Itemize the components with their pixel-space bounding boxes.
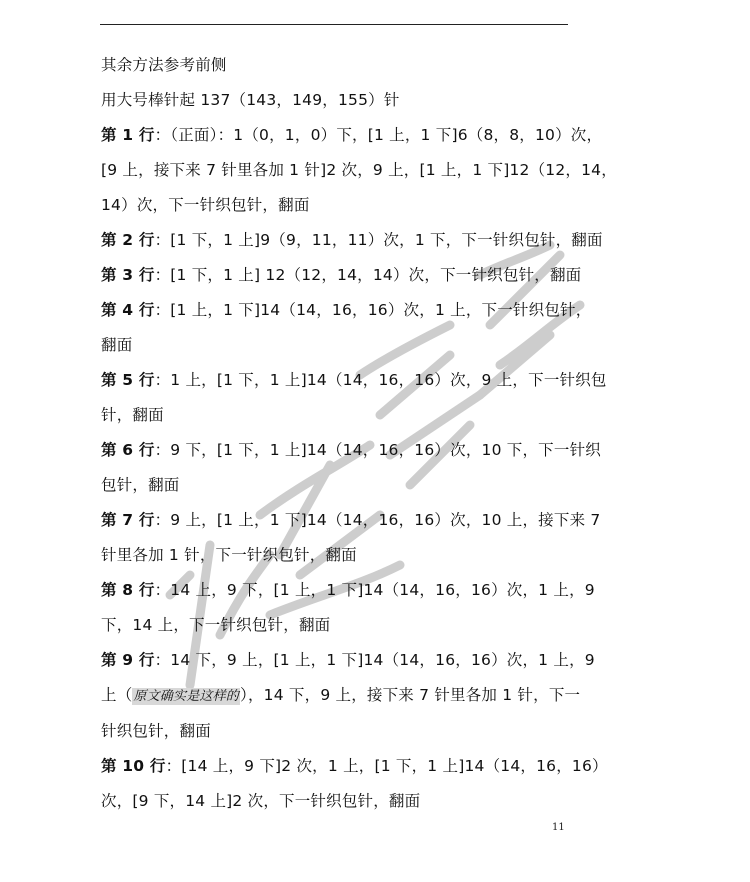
row-5-line-2: 针，翻面 <box>101 406 164 424</box>
row-7-text-1: ：9 上，[1 上，1 下]14（14，16，16）次，10 上，接下来 7 <box>154 511 601 529</box>
row-8-text-1: ：14 上，9 下，[1 上，1 下]14（14，16，16）次，1 上，9 <box>154 581 595 599</box>
row-6-label: 第 6 行 <box>101 441 155 459</box>
row-7-line-1 <box>101 503 601 538</box>
row-2-text: ：[1 下，1 上]9（9，11，11）次，1 下，下一针织包针，翻面 <box>154 231 603 249</box>
row-4-text-1: ：[1 上，1 下]14（14，16，16）次，1 上，下一针织包针， <box>154 301 592 319</box>
row-3-label: 第 3 行 <box>101 266 155 284</box>
row-8-line-1 <box>101 573 595 608</box>
row-3-text: ：[1 下，1 上] 12（12，14，14）次，下一针织包针，翻面 <box>154 266 582 284</box>
row-2-line <box>101 223 603 258</box>
cast-on-line: 用大号棒针起 137（143，149，155）针 <box>101 91 400 109</box>
row-9-line-3: 针织包针，翻面 <box>101 722 211 740</box>
row-1-line-3: 14）次，下一针织包针，翻面 <box>101 196 310 214</box>
row-8-label: 第 8 行 <box>101 581 155 599</box>
intro-line: 其余方法参考前侧 <box>101 56 227 74</box>
row-1-line-1 <box>101 118 603 153</box>
row-6-line-2: 包针，翻面 <box>101 476 180 494</box>
row-9-label: 第 9 行 <box>101 651 155 669</box>
header-rule <box>100 24 568 25</box>
row-7-label: 第 7 行 <box>101 511 155 529</box>
row-4-label: 第 4 行 <box>101 301 155 319</box>
row-9-cont-b: ），14 下，9 上，接下来 7 针里各加 1 针，下一 <box>240 686 581 704</box>
row-6-text-1: ：9 下，[1 下，1 上]14（14，16，16）次，10 下，下一针织 <box>154 441 601 459</box>
row-2-label: 第 2 行 <box>101 231 155 249</box>
row-5-text-1: ：1 上，[1 下，1 上]14（14，16，16）次，9 上，下一针织包 <box>154 371 607 389</box>
row-1-line-2: [9 上，接下来 7 针里各加 1 针]2 次，9 上，[1 上，1 下]12（12，14， <box>101 161 617 179</box>
document-body <box>101 48 617 819</box>
row-4-line-2: 翻面 <box>101 336 133 354</box>
translator-note: 原文确实是这样的 <box>133 689 240 704</box>
row-10-label: 第 10 行 <box>101 757 166 775</box>
row-6-line-1 <box>101 433 601 468</box>
row-9-line-1 <box>101 643 595 678</box>
page-number: 11 <box>552 822 565 833</box>
row-9-cont-a: 上（ <box>101 686 133 704</box>
row-4-line-1 <box>101 293 592 328</box>
row-9-line-2 <box>101 678 581 714</box>
row-1-text-1: ：（正面）：1（0，1，0）下，[1 上，1 下]6（8，8，10）次， <box>154 126 603 144</box>
row-5-label: 第 5 行 <box>101 371 155 389</box>
row-9-text-1: ：14 下，9 上，[1 上，1 下]14（14，16，16）次，1 上，9 <box>154 651 595 669</box>
row-8-line-2: 下，14 上，下一针织包针，翻面 <box>101 616 331 634</box>
row-7-line-2: 针里各加 1 针，下一针织包针，翻面 <box>101 546 357 564</box>
row-1-label: 第 1 行 <box>101 126 155 144</box>
row-10-line-2: 次，[9 下，14 上]2 次，下一针织包针，翻面 <box>101 792 421 810</box>
row-10-text-1: ：[14 上，9 下]2 次，1 上，[1 下，1 上]14（14，16，16） <box>165 757 608 775</box>
row-3-line <box>101 258 582 293</box>
row-5-line-1 <box>101 363 607 398</box>
row-10-line-1 <box>101 749 608 784</box>
